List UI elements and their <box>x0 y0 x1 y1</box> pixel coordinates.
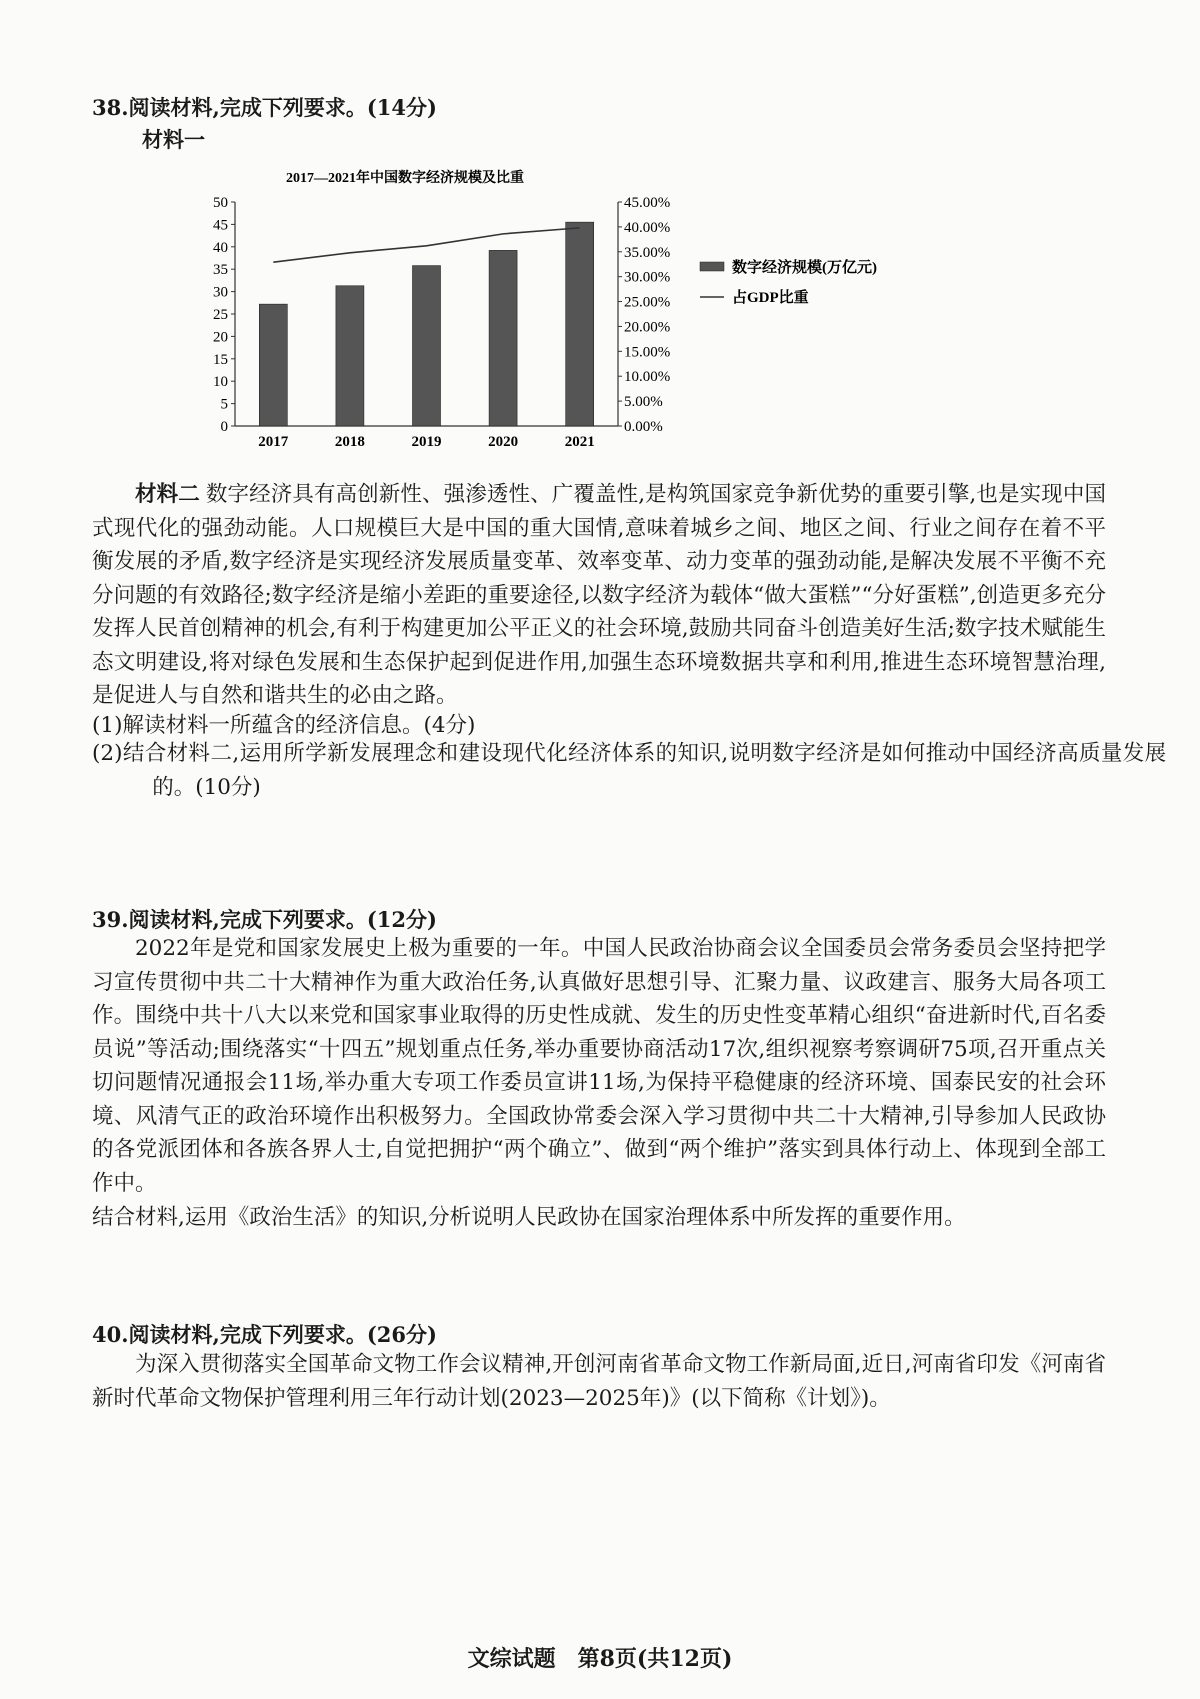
left-tick-label: 15 <box>213 351 228 368</box>
left-tick-label: 10 <box>213 374 228 391</box>
left-tick-label: 0 <box>220 419 228 435</box>
material-1-label: 材料一 <box>142 127 205 152</box>
chart-x-labels <box>258 434 594 450</box>
material-2-text: 数字经济具有高创新性、强渗透性、广覆盖性,是构筑国家竞争新优势的重要引擎,也是实现中国式现代化的强劲动能。人口规模巨大是中国的重大国情,意味着城乡之间、地区之间、行业之间存在着不平衡发展的矛盾,数字经济是实现经济发展质量变革、效率变革、动力变革的强劲动能,是解决发展不平衡不充分问题的有效路径;数字经济是缩小差距的重要途径,以数字经济为载体“做大蛋糕”“分好蛋糕”,创造更多充分发挥人民首创精神的机会,有利于构建更加公平正义的社会环境,鼓励共同奋斗创造美好生活;数字技术赋能生态文明建设,将对绿色发展和生态保护起到促进作用,加强生态环境数据共享和利用,推进生态环境智慧治理,是促进人与自然和谐共生的必由之路。 <box>92 482 1106 708</box>
left-tick-label: 50 <box>213 195 228 211</box>
legend-bar-label: 数字经济规模(万亿元) <box>732 260 877 276</box>
right-tick-label: 15.00% <box>624 344 671 361</box>
question-38-sub-1: (1)解读材料一所蕴含的经济信息。(4分) <box>92 713 476 738</box>
share-line <box>273 228 579 262</box>
chart-right-axis <box>618 195 670 435</box>
right-tick-label: 10.00% <box>624 369 671 386</box>
question-40-text: 为深入贯彻落实全国革命文物工作会议精神,开创河南省革命文物工作新局面,近日,河南省印发《河南省新时代革命文物保护管理利用三年行动计划(2023—2025年)》(以下简称《计划》)。 <box>92 1352 1106 1411</box>
material-2-label: 材料二 <box>135 482 200 507</box>
material-2-paragraph <box>92 478 1106 713</box>
left-tick-label: 35 <box>213 262 228 279</box>
right-tick-label: 5.00% <box>624 394 663 411</box>
left-tick-label: 25 <box>213 307 228 323</box>
right-tick-label: 40.00% <box>624 219 671 236</box>
x-tick-label: 2018 <box>334 434 365 450</box>
question-39-text: 2022年是党和国家发展史上极为重要的一年。中国人民政治协商会议全国委员会常务委员会坚持把学习宣传贯彻中共二十大精神作为重大政治任务,认真做好思想引导、汇聚力量、议政建言、服务大局各项工作。围绕中共十八大以来党和国家事业取得的历史性成就、发生的历史性变革精心组织“奋进新时代,百名委员说”等活动;围绕落实“十四五”规划重点任务,举办重要协商活动17次,组织视察考察调研75项,召开重点关切问题情况通报会11场,举办重大专项工作委员宣讲11场,为保持平稳健康的经济环境、国泰民安的社会环境、风清气正的政治环境作出积极努力。全国政协常委会深入学习贯彻中共二十大精神,引导参加人民政协的各党派团体和各族各界人士,自觉把拥护“两个确立”、做到“两个维护”落实到具体行动上、体现到全部工作中。 <box>92 936 1106 1196</box>
bar-2020 <box>489 250 517 426</box>
chart-bars <box>259 222 593 426</box>
bar-2018 <box>336 286 364 426</box>
bar-2021 <box>566 222 594 426</box>
right-tick-label: 0.00% <box>624 419 663 435</box>
question-40-title: 40.阅读材料,完成下列要求。(26分) <box>92 1322 437 1347</box>
bar-2017 <box>259 304 287 426</box>
x-tick-label: 2020 <box>488 434 519 450</box>
left-tick-label: 45 <box>213 217 228 234</box>
digital-economy-chart <box>213 170 920 450</box>
x-tick-label: 2017 <box>258 434 289 450</box>
legend-bar-swatch <box>700 262 724 271</box>
left-tick-label: 30 <box>213 284 228 301</box>
legend-line-label: 占GDP比重 <box>732 290 809 306</box>
right-tick-label: 45.00% <box>624 195 671 211</box>
question-39-title: 39.阅读材料,完成下列要求。(12分) <box>92 907 437 932</box>
left-tick-label: 40 <box>213 239 228 256</box>
x-tick-label: 2021 <box>564 434 595 450</box>
right-tick-label: 20.00% <box>624 319 671 336</box>
question-38-title: 38.阅读材料,完成下列要求。(14分) <box>92 95 437 120</box>
left-tick-label: 5 <box>220 396 228 413</box>
question-39-prompt: 结合材料,运用《政治生活》的知识,分析说明人民政协在国家治理体系中所发挥的重要作用。 <box>92 1205 966 1230</box>
question-38-sub-2: (2)结合材料二,运用所学新发展理念和建设现代化经济体系的知识,说明数字经济是如何推动中国经济高质量发展的。(10分) <box>92 741 1167 800</box>
right-tick-label: 35.00% <box>624 244 671 261</box>
x-tick-label: 2019 <box>411 434 442 450</box>
chart-legend <box>700 258 877 306</box>
chart-title: 2017—2021年中国数字经济规模及比重 <box>286 171 524 186</box>
left-tick-label: 20 <box>213 329 228 346</box>
page-footer: 文综试题 第8页(共12页) <box>467 1646 733 1672</box>
right-tick-label: 30.00% <box>624 269 671 286</box>
chart-line <box>273 228 579 262</box>
right-tick-label: 25.00% <box>624 294 671 311</box>
bar-2019 <box>413 266 441 426</box>
